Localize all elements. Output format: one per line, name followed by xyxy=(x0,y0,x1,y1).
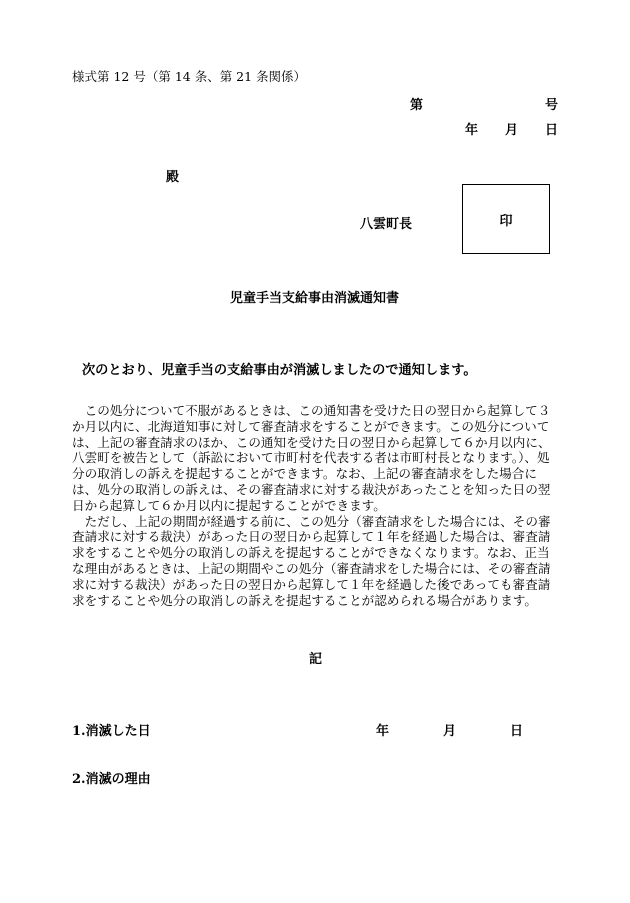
issue-date-day: 日 xyxy=(545,123,559,138)
seal-box xyxy=(462,184,550,254)
addressee-honorific: 殿 xyxy=(166,170,180,185)
issue-date-month: 月 xyxy=(505,123,519,138)
extinction-date-label: 1.消滅した日 xyxy=(72,724,151,739)
issuer-name: 八雲町長 xyxy=(360,217,413,232)
appeal-notice-paragraph-1: この処分について不服があるときは、この通知書を受けた日の翌日から起算して３か月以内に、北海道知事に対して審査請求をすることができます。この処分については、上記の審査請求のほか、この通知を受けた日の翌日から起算して６か月以内に、八雲町を被告として（訴訟において市町村を代表する者は市町村長となります。）、処分の取消しの訴えを提起することができます。なお、上記の審査請求をした場合には、処分の取消しの訴えは、その審査請求に対する裁決があったことを知った日の翌日から起算して６か月以内に提起することができます。 xyxy=(72,403,551,513)
appeal-notice xyxy=(72,403,560,608)
form-number: 様式第 12 号（第 14 条、第 21 条関係） xyxy=(72,69,307,84)
document-title: 児童手当支給事由消滅通知書 xyxy=(230,291,400,306)
extinction-date-month: 月 xyxy=(443,724,457,739)
appeal-notice-paragraph-2: ただし、上記の期間が経過する前に、この処分（審査請求をした場合には、その審査請求に対する裁決）があった日の翌日から起算して１年を経過した場合は、審査請求をすることや処分の取消しの訴えを提起することができなくなります。なお、正当な理由があるときは、上記の期間やこの処分（審査請求をした場合には、その審査請求に対する裁決）があった日の翌日から起算して１年を経過した後であっても審査請求をすることや処分の取消しの訴えを提起することが認められる場合があります。 xyxy=(72,513,551,608)
extinction-date-year: 年 xyxy=(376,724,390,739)
extinction-date-day: 日 xyxy=(510,724,524,739)
issue-date-year: 年 xyxy=(465,123,479,138)
document-number-suffix: 号 xyxy=(545,98,559,113)
document-number-prefix: 第 xyxy=(410,98,424,113)
seal-label: 印 xyxy=(499,213,513,229)
intro-text: 次のとおり、児童手当の支給事由が消滅しましたので通知します。 xyxy=(82,363,477,378)
extinction-reason-label: 2.消滅の理由 xyxy=(72,772,151,787)
ki-heading: 記 xyxy=(309,652,323,667)
